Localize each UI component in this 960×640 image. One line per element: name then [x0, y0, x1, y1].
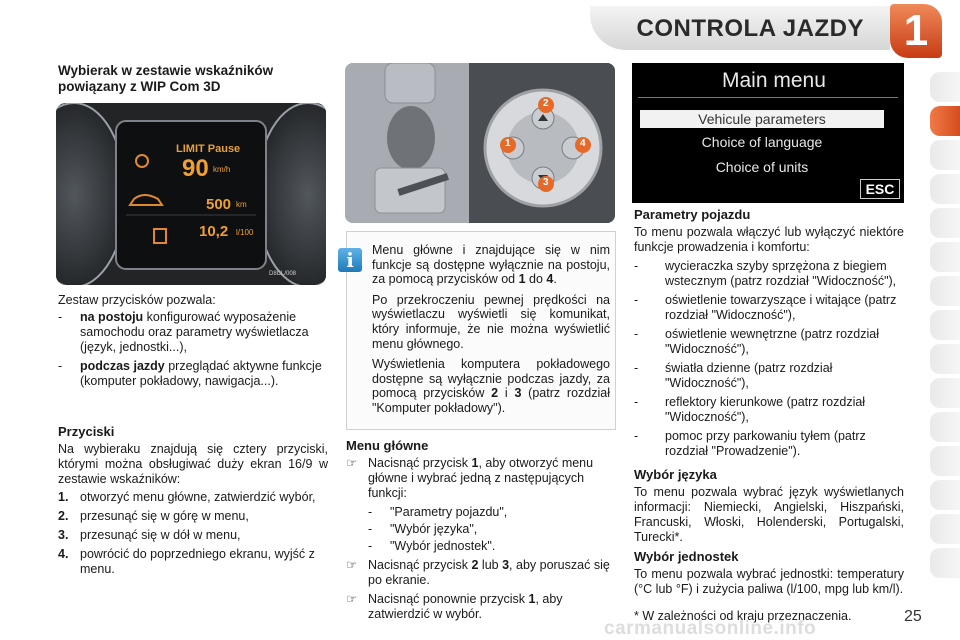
button-ref: 3 — [502, 558, 510, 572]
chapter-tab[interactable] — [930, 174, 960, 204]
list-item — [346, 592, 616, 622]
heading-line: Wybierak w zestawie wskaźników — [58, 63, 274, 78]
vehicle-intro: To menu pozwala włączyć lub wyłączyć niektóre funkcje prowadzenia i komfortu: — [634, 225, 904, 254]
speed-unit: km/h — [213, 165, 231, 174]
console-label-4: 4 — [580, 138, 586, 149]
step-text — [368, 456, 616, 501]
screen-item: Choice of language — [701, 134, 823, 150]
chapter-tab[interactable] — [930, 378, 960, 408]
info-paragraph — [372, 357, 610, 415]
list-item: - "Wybór jednostek". — [368, 539, 616, 554]
page-header — [0, 0, 960, 62]
list-item: - "Wybór języka", — [368, 522, 616, 537]
list-item: - oświetlenie towarzyszące i witające (patrz rozdział "Widoczność"), — [634, 293, 904, 323]
list-item-text — [80, 310, 328, 355]
chapter-tab[interactable] — [930, 548, 960, 578]
speed-value: 90 — [182, 155, 209, 182]
chapter-tab[interactable] — [930, 242, 960, 272]
list-item — [58, 359, 328, 389]
console-label-2: 2 — [543, 98, 549, 109]
language-text: To menu pozwala wybrać język wyświetlanych informacji: Niemiecki, Angielski, Hiszpański, Francuski, Włoski, Holenderski, Portugalski, Turecki*. — [634, 485, 904, 544]
info-text-run: Menu główne i znajdujące się w nim funkcje są dostępne wyłącznie na postoju, za pomocą przycisków od — [372, 243, 610, 287]
list-item-text — [80, 359, 328, 389]
steering-console-image — [345, 63, 615, 223]
footnote: * W zależności od kraju przeznaczenia. — [634, 609, 852, 623]
consumption-value: 10,2 — [199, 223, 229, 240]
vehicle-item: reflektory kierunkowe (patrz rozdział "Widoczność"), — [665, 395, 866, 424]
list-item: - wycieraczka szyby sprzężona z biegiem wstecznym (patrz rozdział "Widoczność"), — [634, 259, 904, 289]
info-text-run: (patrz rozdział "Komputer pokładowy"). — [372, 386, 610, 415]
image-ref: D8CL/008 — [269, 271, 297, 277]
info-icon: i — [338, 248, 362, 272]
watermark: carmanualsonline.info — [604, 618, 817, 639]
item-number: 3. — [58, 528, 69, 542]
chapter-tab[interactable] — [930, 310, 960, 340]
list-item — [58, 509, 328, 524]
list-item: - pomoc przy parkowaniu tyłem (patrz rozdział "Prowadzenie"). — [634, 429, 904, 459]
step-text-run: Nacisnąć ponownie przycisk — [368, 592, 529, 606]
step-text-run: lub — [478, 558, 503, 572]
info-button-ref: 4 — [546, 272, 554, 287]
info-text-run: do — [525, 272, 547, 287]
section-heading-selector — [58, 63, 338, 95]
buttons-intro: Na wybieraku znajdują się cztery przyciski, którymi można obsługiwać duży ekran 16/9 w zestawie wskaźników: — [58, 442, 328, 486]
vehicle-item: oświetlenie towarzyszące i witające (patrz rozdział "Widoczność"), — [665, 293, 897, 322]
console-label-3: 3 — [543, 177, 549, 188]
console-illustration — [345, 63, 615, 223]
step-text-run: Nacisnąć przycisk — [368, 456, 472, 470]
bullet-text: konfigurować wyposażenie samochodu oraz parametry wyświetlacza (język, jednostki...), — [80, 310, 309, 354]
units-text: To menu pozwala wybrać jednostki: temperatury (°C lub °F) i zużycia paliwa (l/100, mpg lub km/l). — [634, 567, 904, 596]
bold-term: podczas jazdy — [80, 359, 165, 373]
step-text-run: , aby zatwierdzić w wybór. — [368, 592, 563, 621]
vehicle-item: światła dzienne (patrz rozdział "Widoczność"), — [665, 361, 833, 390]
chapter-tab[interactable] — [930, 72, 960, 102]
vehicle-item: wycieraczka szyby sprzężona z biegiem wstecznym (patrz rozdział "Widoczność"), — [665, 259, 897, 288]
button-ref: 2 — [471, 558, 479, 572]
list-item: - oświetlenie wewnętrzne (patrz rozdział "Widoczność"), — [634, 327, 904, 357]
item-number: 1. — [58, 490, 69, 504]
list-item — [58, 490, 328, 505]
info-text-run: Wyświetlenia komputera pokładowego dostępne są wyłącznie podczas jazdy, za pomocą przycisków — [372, 357, 610, 401]
limit-label: LIMIT Pause — [176, 143, 241, 155]
option-text: "Wybór języka", — [390, 522, 478, 536]
screen-title: Main menu — [722, 69, 826, 92]
info-button-ref: 3 — [514, 386, 522, 401]
item-text: przesunąć się w dół w menu, — [80, 528, 241, 542]
chapter-badge: 1 — [890, 4, 942, 58]
list-item — [346, 456, 616, 501]
bullet-text: przeglądać aktywne funkcje (komputer pokładowy, nawigacja...). — [80, 359, 322, 388]
intro-block — [58, 293, 328, 393]
right-column — [634, 207, 904, 624]
intro-text: Zestaw przycisków pozwala: — [58, 293, 216, 307]
info-button-ref: 2 — [491, 386, 499, 401]
main-menu-block — [346, 438, 616, 626]
item-text: przesunąć się w górę w menu, — [80, 509, 249, 523]
heading-line: powiązany z WIP Com 3D — [58, 79, 221, 94]
step-text-run: Nacisnąć przycisk — [368, 558, 472, 572]
info-text-run: i — [498, 386, 515, 401]
hand-icon: ☞ — [346, 558, 358, 572]
screen-item: Choice of units — [715, 159, 809, 175]
list-item — [346, 558, 616, 588]
item-number: 4. — [58, 547, 69, 561]
main-menu-screen-image — [632, 63, 904, 203]
chapter-tab[interactable] — [930, 208, 960, 238]
chapter-tabs — [930, 72, 960, 582]
info-button-ref: 1 — [518, 272, 526, 287]
range-value: 500 — [206, 196, 232, 213]
list-item — [58, 528, 328, 543]
bold-term: na postoju — [80, 310, 144, 324]
info-paragraph: Po przekroczeniu pewnej prędkości na wyświetlaczu wyświetli się komunikat, który informuje, że nie można wyświetlić menu głównego. — [372, 292, 610, 351]
main-menu-heading: Menu główne — [346, 438, 429, 453]
info-paragraph — [372, 243, 610, 287]
console-label-1: 1 — [505, 138, 511, 149]
bullet-marker: - — [58, 310, 63, 324]
option-text: "Parametry pojazdu", — [390, 505, 508, 519]
screen-divider — [638, 97, 898, 98]
cluster-illustration — [56, 103, 326, 285]
buttons-block — [58, 424, 328, 581]
page-number: 25 — [904, 608, 922, 625]
range-unit: km — [236, 200, 247, 209]
hand-icon: ☞ — [346, 592, 358, 606]
list-item: - "Parametry pojazdu", — [368, 505, 616, 520]
consumption-unit: l/100 — [236, 228, 254, 237]
button-ref: 1 — [471, 456, 479, 470]
vehicle-heading: Parametry pojazdu — [634, 207, 751, 222]
vehicle-item: pomoc przy parkowaniu tyłem (patrz rozdział "Prowadzenie"). — [665, 429, 866, 458]
step-text — [368, 592, 616, 622]
step-text-run: , aby poruszać się po ekranie. — [368, 558, 610, 587]
instrument-cluster-image — [56, 103, 326, 285]
screen-item-selected: Vehicule parameters — [640, 110, 884, 128]
info-text — [372, 243, 610, 422]
units-heading: Wybór jednostek — [634, 549, 739, 564]
option-text: "Wybór jednostek". — [390, 539, 496, 553]
chapter-tab-active[interactable] — [930, 106, 960, 136]
item-number: 2. — [58, 509, 69, 523]
language-heading: Wybór języka — [634, 467, 717, 482]
item-text: otworzyć menu główne, zatwierdzić wybór, — [80, 490, 316, 504]
chapter-tab[interactable] — [930, 344, 960, 374]
item-text: powrócić do poprzedniego ekranu, wyjść z menu. — [80, 547, 315, 576]
step-text — [368, 558, 616, 588]
chapter-tab[interactable] — [930, 140, 960, 170]
chapter-tab[interactable] — [930, 446, 960, 476]
button-ref: 1 — [528, 592, 536, 606]
list-item: - światła dzienne (patrz rozdział "Widoczność"), — [634, 361, 904, 391]
buttons-heading: Przyciski — [58, 424, 115, 439]
vehicle-item: oświetlenie wewnętrzne (patrz rozdział "Widoczność"), — [665, 327, 879, 356]
list-item: - reflektory kierunkowe (patrz rozdział "Widoczność"), — [634, 395, 904, 425]
bullet-marker: - — [58, 359, 63, 373]
step-text-run: , aby otworzyć menu główne i wybrać jedną z następujących funkcji: — [368, 456, 594, 500]
chapter-tab[interactable] — [930, 514, 960, 544]
list-item — [58, 310, 328, 355]
chapter-tab[interactable] — [930, 276, 960, 306]
chapter-tab[interactable] — [930, 412, 960, 442]
page-title: CONTROLA JAZDY — [636, 15, 864, 42]
screen-esc-button: ESC — [860, 179, 900, 199]
list-item — [58, 547, 328, 577]
info-text-run: . — [553, 272, 557, 287]
chapter-tab[interactable] — [930, 480, 960, 510]
hand-icon: ☞ — [346, 456, 358, 470]
